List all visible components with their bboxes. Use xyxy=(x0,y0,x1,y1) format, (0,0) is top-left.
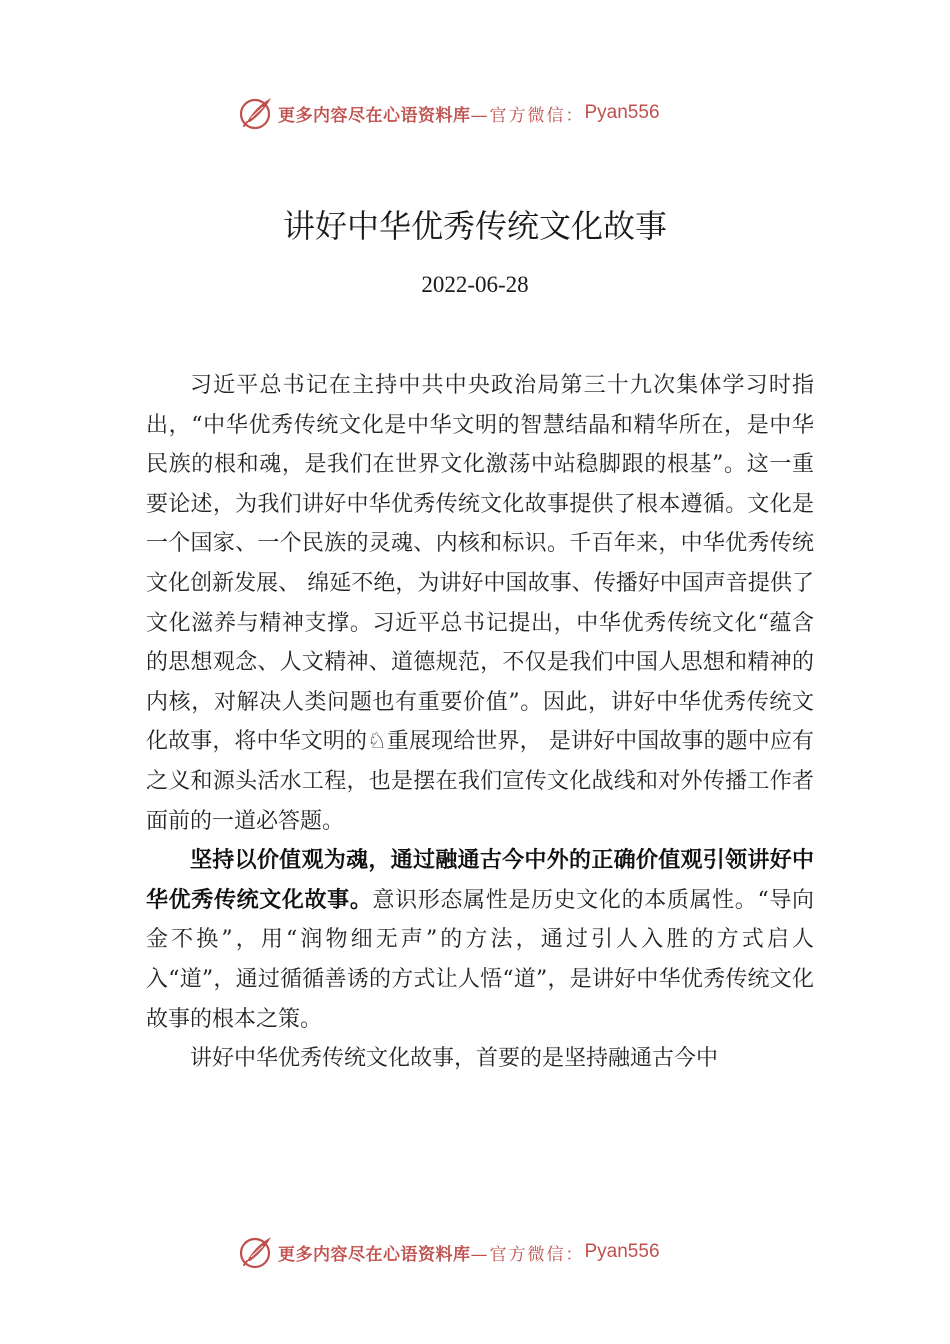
document-date: 2022-06-28 xyxy=(421,272,529,297)
footer-watermark xyxy=(238,1234,738,1270)
footer-wechat-handle: Pyan556 xyxy=(584,1241,660,1262)
article-body xyxy=(146,366,814,1079)
document-title: 讲好中华优秀传统文化故事 xyxy=(282,207,667,245)
footer-brand-text: 更多内容尽在心语资料库 xyxy=(278,1244,471,1265)
footer-contact-label: —官方微信： xyxy=(470,1244,585,1265)
quill-pen-logo-icon xyxy=(238,95,274,131)
paragraph-3 xyxy=(146,1039,814,1079)
header-wechat-handle: Pyan556 xyxy=(584,102,660,123)
paragraph-1-text: 习近平总书记在主持中共中央政治局第三十九次集体学习时指出，“中华优秀传统文化是中华文明的智慧结晶和精华所在，是中华民族的根和魂，是我们在世界文化激荡中站稳脚跟的根基”。这一重要论述，为我们讲好中华优秀传统文化故事提供了根本遵循。文化是一个国家、一个民族的灵魂、内核和标识。千百年来，中华优秀传统文化创新发展、 绵延不绝，为讲好中国故事、传播好中国声音提供了文化滋养与精神支撑。习近平总书记提出，中华优秀传统文化“蕴含的思想观念、人文精神、道德规范，不仅是我们中国人思想和精神的内核，对解决人类问题也有重要价值”。因此，讲好中华优秀传统文化故事，将中华文明的♘重展现给世界， 是讲好中国故事的题中应有之义和源头活水工程，也是摆在我们宣传文化战线和对外传播工作者面前的一道必答题。 xyxy=(146,373,814,834)
header-contact-label: —官方微信： xyxy=(470,105,585,126)
header-brand-text: 更多内容尽在心语资料库 xyxy=(278,105,471,126)
paragraph-2 xyxy=(146,841,814,1039)
paragraph-3-text: 讲好中华优秀传统文化故事，首要的是坚持融通古今中 xyxy=(190,1046,719,1072)
paragraph-1 xyxy=(146,366,814,841)
paragraph-2-text: 意识形态属性是历史文化的本质属性。“导向金不换”，用“润物细无声”的方法，通过引人入胜的方式启人入“道”，通过循循善诱的方式让人悟“道”，是讲好中华优秀传统文化故事的根本之策。 xyxy=(146,887,814,1032)
quill-pen-logo-icon xyxy=(238,1234,274,1270)
header-watermark xyxy=(238,95,738,131)
paragraph-2-lead: 坚持以价值观为魂，通过融通古今中外的正确价值观引领讲好中华优秀传统文化故事。 xyxy=(146,848,814,913)
